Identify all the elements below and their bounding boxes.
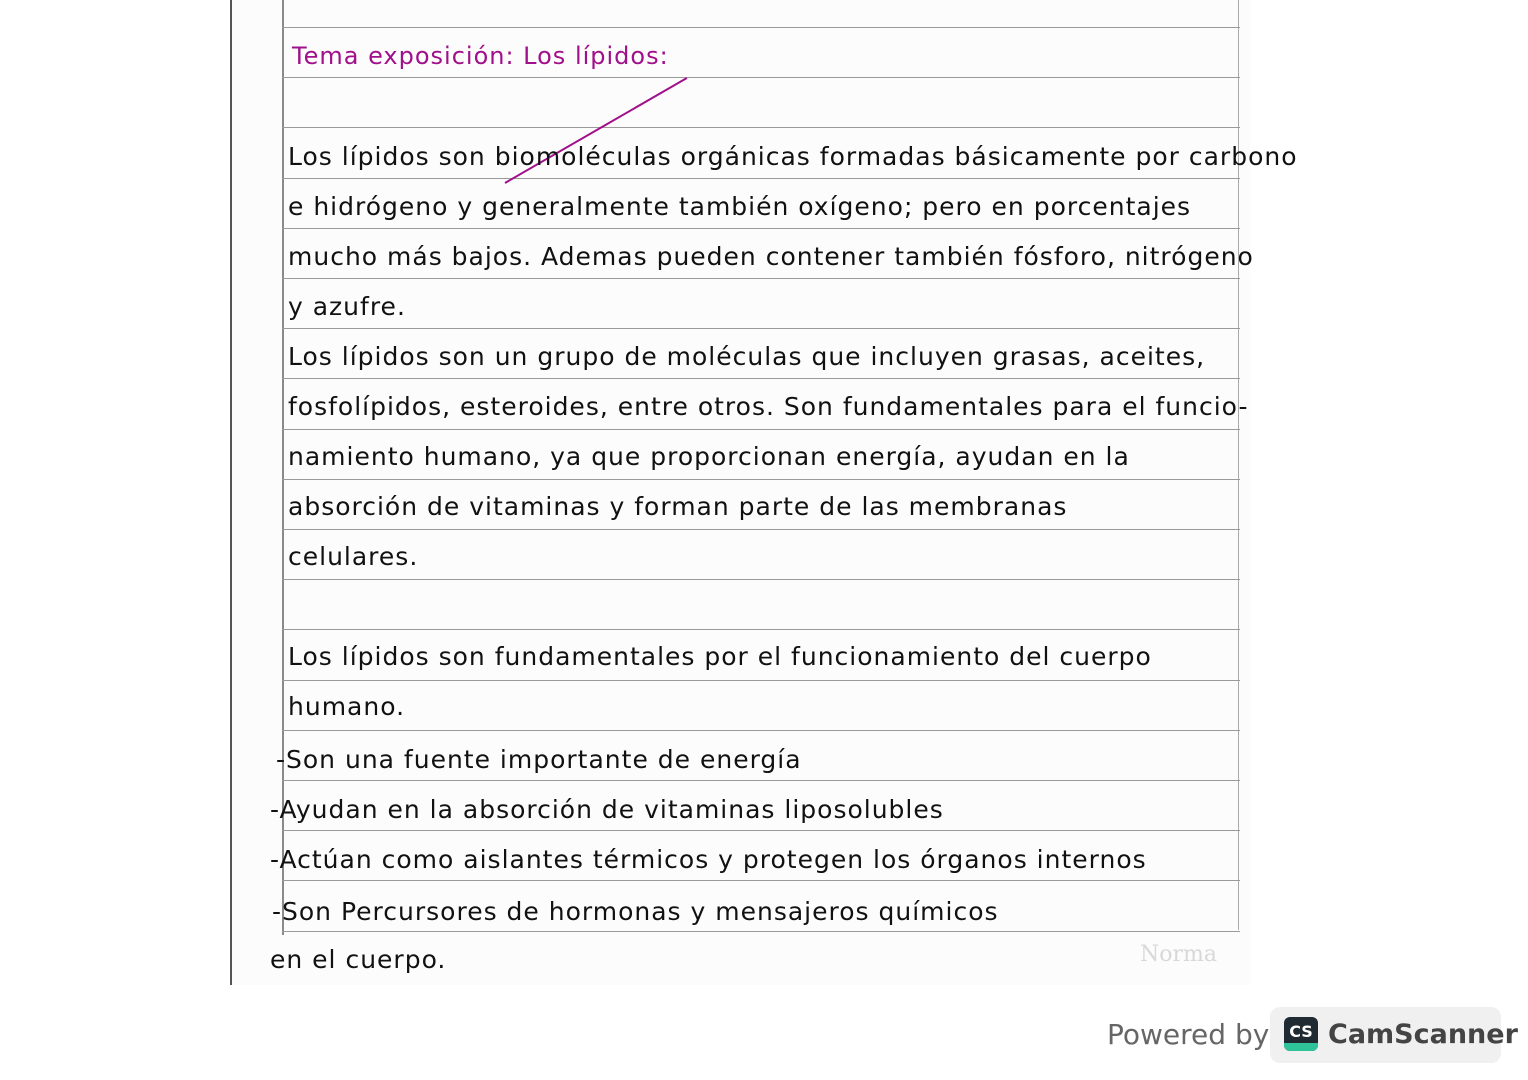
ruled-line: [282, 127, 1240, 128]
ruled-line: [282, 880, 1240, 881]
ruled-line: [282, 730, 1240, 731]
ruled-line: [282, 579, 1240, 580]
paragraph-2-line: celulares.: [288, 542, 419, 571]
ruled-line: [282, 178, 1240, 179]
ruled-line: [282, 529, 1240, 530]
ruled-line: [282, 378, 1240, 379]
bullet-item: -Son una fuente importante de energía: [276, 745, 802, 774]
notebook-brand-logo: Norma: [1140, 942, 1217, 967]
page-binding: [230, 0, 232, 985]
bullet-item: -Son Percursores de hormonas y mensajeros químicos: [272, 897, 999, 926]
paragraph-1-line: e hidrógeno y generalmente también oxígeno; pero en porcentajes: [288, 192, 1192, 221]
camscanner-logo-icon: CS: [1284, 1017, 1318, 1051]
bullet-item: -Ayudan en la absorción de vitaminas liposolubles: [270, 795, 944, 824]
paragraph-3-line: humano.: [288, 692, 406, 721]
ruled-line: [282, 629, 1240, 630]
camscanner-name: CamScanner: [1328, 1019, 1518, 1050]
ruled-line: [282, 278, 1240, 279]
ruled-line: [282, 780, 1240, 781]
page-title: Tema exposición: Los lípidos:: [292, 42, 669, 70]
ruled-line: [282, 680, 1240, 681]
paragraph-2-line: Los lípidos son un grupo de moléculas que incluyen grasas, aceites,: [288, 342, 1206, 371]
ruled-line: [282, 228, 1240, 229]
ruled-line: [282, 479, 1240, 480]
paragraph-1-line: y azufre.: [288, 292, 406, 321]
paragraph-2-line: namiento humano, ya que proporcionan energía, ayudan en la: [288, 442, 1130, 471]
paragraph-3-line: Los lípidos son fundamentales por el funcionamiento del cuerpo: [288, 642, 1152, 671]
paragraph-2-line: absorción de vitaminas y forman parte de las membranas: [288, 492, 1068, 521]
paragraph-1-line: Los lípidos son biomoléculas orgánicas formadas básicamente por carbono: [288, 142, 1298, 171]
ruled-line: [282, 27, 1240, 28]
paragraph-1-line: mucho más bajos. Ademas pueden contener también fósforo, nitrógeno: [288, 242, 1254, 271]
bullet-tail: en el cuerpo.: [270, 945, 447, 974]
right-edge: [1238, 0, 1239, 930]
paragraph-2-line: fosfolípidos, esteroides, entre otros. Son fundamentales para el funcio-: [288, 392, 1249, 421]
ruled-line: [282, 830, 1240, 831]
ruled-line: [282, 77, 1240, 78]
bullet-item: -Actúan como aislantes térmicos y protegen los órganos internos: [270, 845, 1147, 874]
ruled-line: [282, 931, 1240, 932]
powered-by-label: Powered by: [1107, 1018, 1270, 1051]
ruled-line: [282, 429, 1240, 430]
camscanner-badge: [1270, 1007, 1518, 1063]
ruled-line: [282, 328, 1240, 329]
